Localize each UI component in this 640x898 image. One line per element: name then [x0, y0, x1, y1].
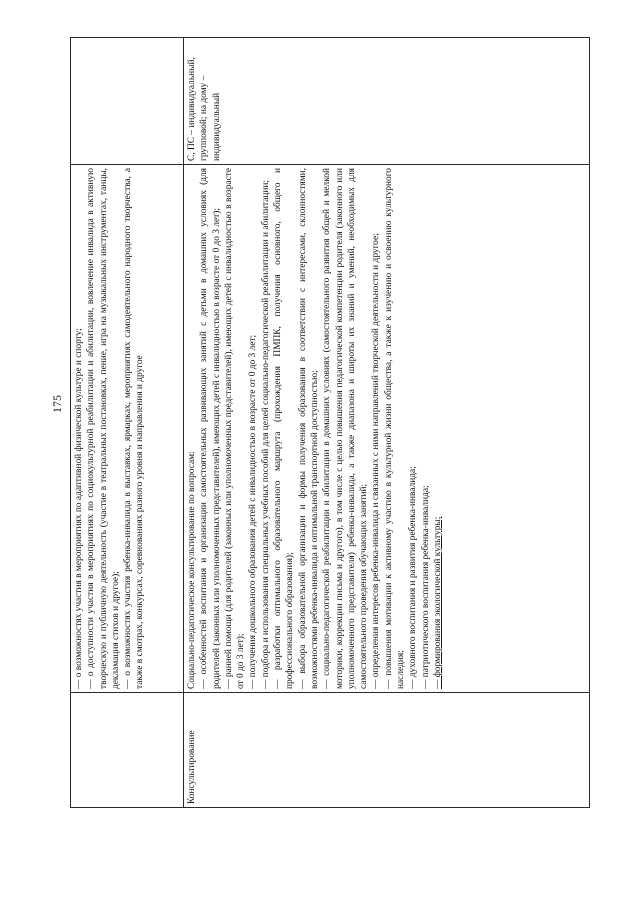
list-item: — формирования экологической культуры;	[432, 516, 443, 689]
list-item: — повышения мотивации к активному участию в культурной жизни общества, а также к изучению и освоению культурного наследия;	[383, 168, 407, 689]
table-row	[71, 38, 184, 808]
list-item: — разработки оптимального образовательного маршрута (прохождения ПМПК, получения основного, общего и профессионального образования);	[273, 168, 296, 689]
list-item: — ранней помощи (для родителей (законных или уполномоченных представителей), имеющих детей с инвалидностью в возрасте от 0 до 3 лет);	[223, 168, 247, 689]
list-item: — получения дошкольного образования детей с инвалидностью в возрасте от 0 до 3 лет;	[248, 334, 259, 689]
list-item: — особенностей воспитания и организации самостоятельных развивающих занятий с детьми в домашних условиях (для родителей (законных или уполномоченных представителей), имеющих детей с инвалидностью в возрасте от 0 до 3 лет);	[199, 168, 222, 689]
list-item: — духовного воспитания и развития ребенка-инвалида;	[408, 466, 419, 689]
list-item: — патриотического воспитания ребенка-инвалида;	[420, 485, 431, 689]
list-item: — подбора и использования специальных учебных пособий для целей социально-педагогической реабилитации и абилитации;	[260, 179, 271, 689]
content-cell	[71, 165, 184, 693]
list-item: — о возможностях участия в мероприятиях по адаптивной физической культуре и спорту;	[74, 328, 84, 689]
services-table	[70, 37, 590, 808]
rotated-sheet	[70, 38, 590, 808]
cell-heading: Социально-педагогическое консультирование по вопросам:	[187, 451, 197, 689]
form-cell: С, ПС – индивидуальный, групповой; на дому – индивидуальный	[184, 38, 590, 165]
service-cell	[71, 693, 184, 808]
list-item: — выбора образовательной организации и формы получения образования в соответствии с интересами, склонностями, возможностями ребенка-инвалида и оптимальной транспортной доступностью;	[297, 168, 320, 689]
list-item: — о доступности участия в мероприятиях по социокультурной реабилитации и абилитации, вовлечение инвалида в активную творческую и публичную деятельность (участие в театральных постановках, пение, игра на музыкальных инструментах, танцы, декламация стихов и другое);	[86, 168, 121, 689]
service-cell: Консультирование	[184, 693, 590, 808]
page-number: 175	[50, 395, 64, 413]
form-cell	[71, 38, 184, 165]
table-row	[184, 38, 590, 808]
list-item: — о возможностях участия ребенка-инвалида в выставках, ярмарках, мероприятиях самодеятельного народного творчества, а также в смотрах, конкурсах, соревнованиях разного уровня и направления и другое	[123, 168, 146, 689]
content-cell	[184, 165, 590, 693]
list-item: — определения интересов ребенка-инвалида и связанных с ними направлений творческой деятельности и другое;	[371, 233, 382, 689]
list-item: — социально-педагогической реабилитации и абилитации в домашних условиях (самостоятельного развития общей и мелкой моторики, коррекции письма и другого), в том числе с целью повышения педагогической компетенции родителя (законного или уполномоченного представителя) ребенка-инвалида, а также диапазона и широты их знаний и умений, необходимых для самостоятельного проведения обучающих занятий;	[322, 168, 370, 689]
